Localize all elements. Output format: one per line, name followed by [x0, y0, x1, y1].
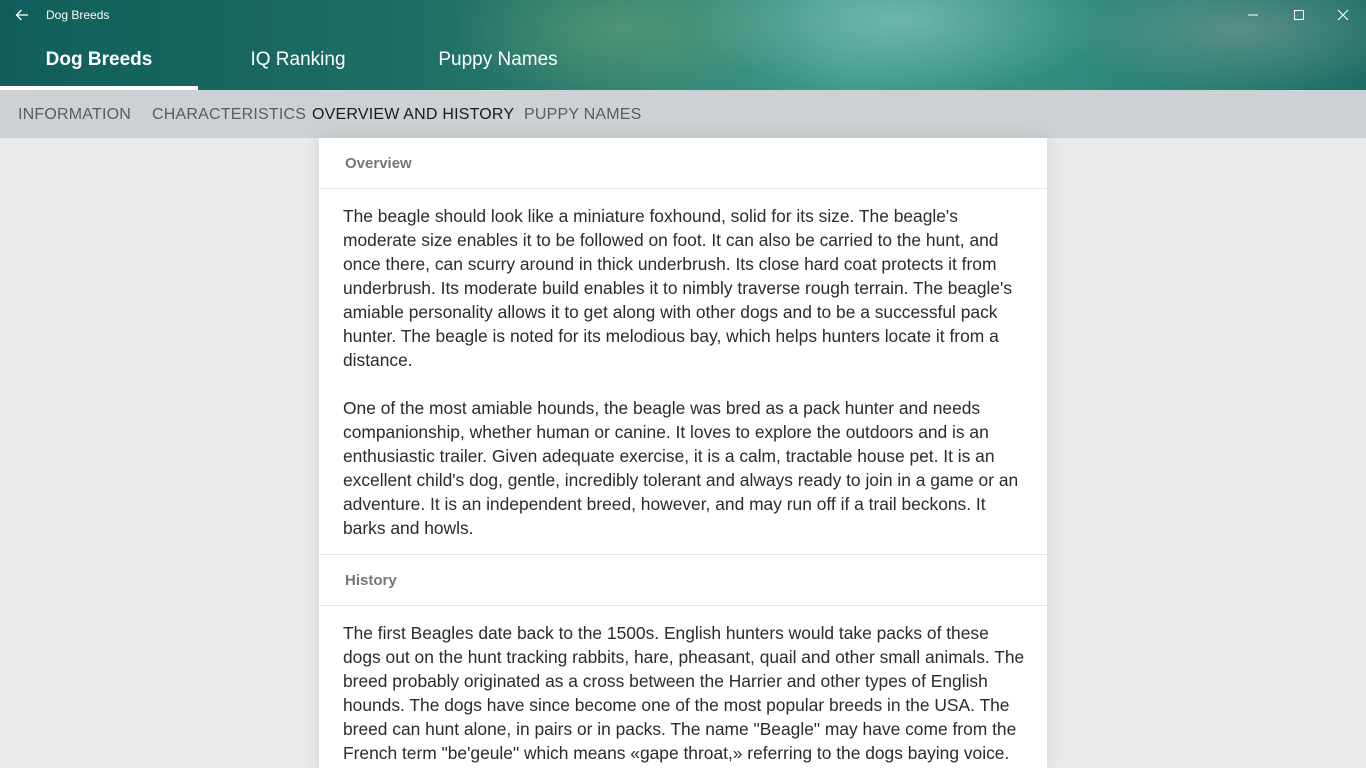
overview-body: [319, 189, 1047, 555]
header-banner: [0, 0, 1366, 90]
tab-label: Dog Breeds: [45, 49, 153, 70]
close-icon: [1337, 9, 1349, 21]
back-button[interactable]: [0, 0, 44, 30]
minimize-icon: [1247, 9, 1259, 21]
main-pivot: [0, 30, 1366, 90]
subnav-puppy-names[interactable]: PUPPY NAMES: [524, 106, 642, 123]
maximize-button[interactable]: [1276, 0, 1322, 30]
back-arrow-icon: [15, 8, 29, 22]
title-bar: [0, 0, 1366, 30]
minimize-button[interactable]: [1230, 0, 1276, 30]
maximize-icon: [1293, 9, 1305, 21]
app-title: Dog Breeds: [46, 8, 110, 22]
tab-dog-breeds[interactable]: [0, 30, 198, 90]
overview-heading: Overview: [319, 138, 1047, 189]
tab-label: IQ Ranking: [250, 49, 346, 70]
history-paragraph: The first Beagles date back to the 1500s. English hunters would take packs of these dogs out on the hunt tracking rabbits, hare, pheasant, quail and other small animals. The breed probably originated as a cross between the Harrier and other types of English hounds. The dogs have since become one of the most popular breeds in the USA. The breed can hunt alone, in pairs or in packs. The name "Beagle" may have come from the French term "be'geule" which means «gape throat,» referring to the dogs baying voice.: [343, 623, 1025, 763]
history-heading: History: [319, 555, 1047, 606]
tab-iq-ranking[interactable]: [198, 30, 398, 90]
sub-navigation: [0, 90, 1366, 138]
subnav-information[interactable]: INFORMATION: [18, 106, 132, 123]
close-button[interactable]: [1320, 0, 1366, 30]
overview-paragraph: The beagle should look like a miniature foxhound, solid for its size. The beagle's moderate size enables it to be followed on foot. It can also be carried to the hunt, and once there, can scurry around in thick underbrush. Its close hard coat protects it from underbrush. Its moderate build enables it to nimbly traverse rough terrain. The beagle's amiable personality allows it to get along with other dogs and to be a successful pack hunter. The beagle is noted for its melodious bay, which helps hunters locate it from a distance.: [343, 206, 1013, 370]
subnav-characteristics[interactable]: CHARACTERISTICS: [152, 106, 307, 123]
subnav-overview-and-history[interactable]: OVERVIEW AND HISTORY: [312, 106, 515, 123]
history-body: [319, 606, 1047, 768]
overview-paragraph: One of the most amiable hounds, the beagle was bred as a pack hunter and needs companionship, whether human or canine. It loves to explore the outdoors and is an enthusiastic trailer. Given adequate exercise, it is a calm, tractable house pet. It is an excellent child's dog, gentle, incredibly tolerant and always ready to join in a game or an adventure. It is an independent breed, however, and may run off if a trail beckons. It barks and howls.: [343, 398, 1019, 538]
tab-puppy-names[interactable]: [398, 30, 598, 90]
tab-label: Puppy Names: [438, 49, 558, 70]
content-panel[interactable]: [319, 138, 1047, 768]
